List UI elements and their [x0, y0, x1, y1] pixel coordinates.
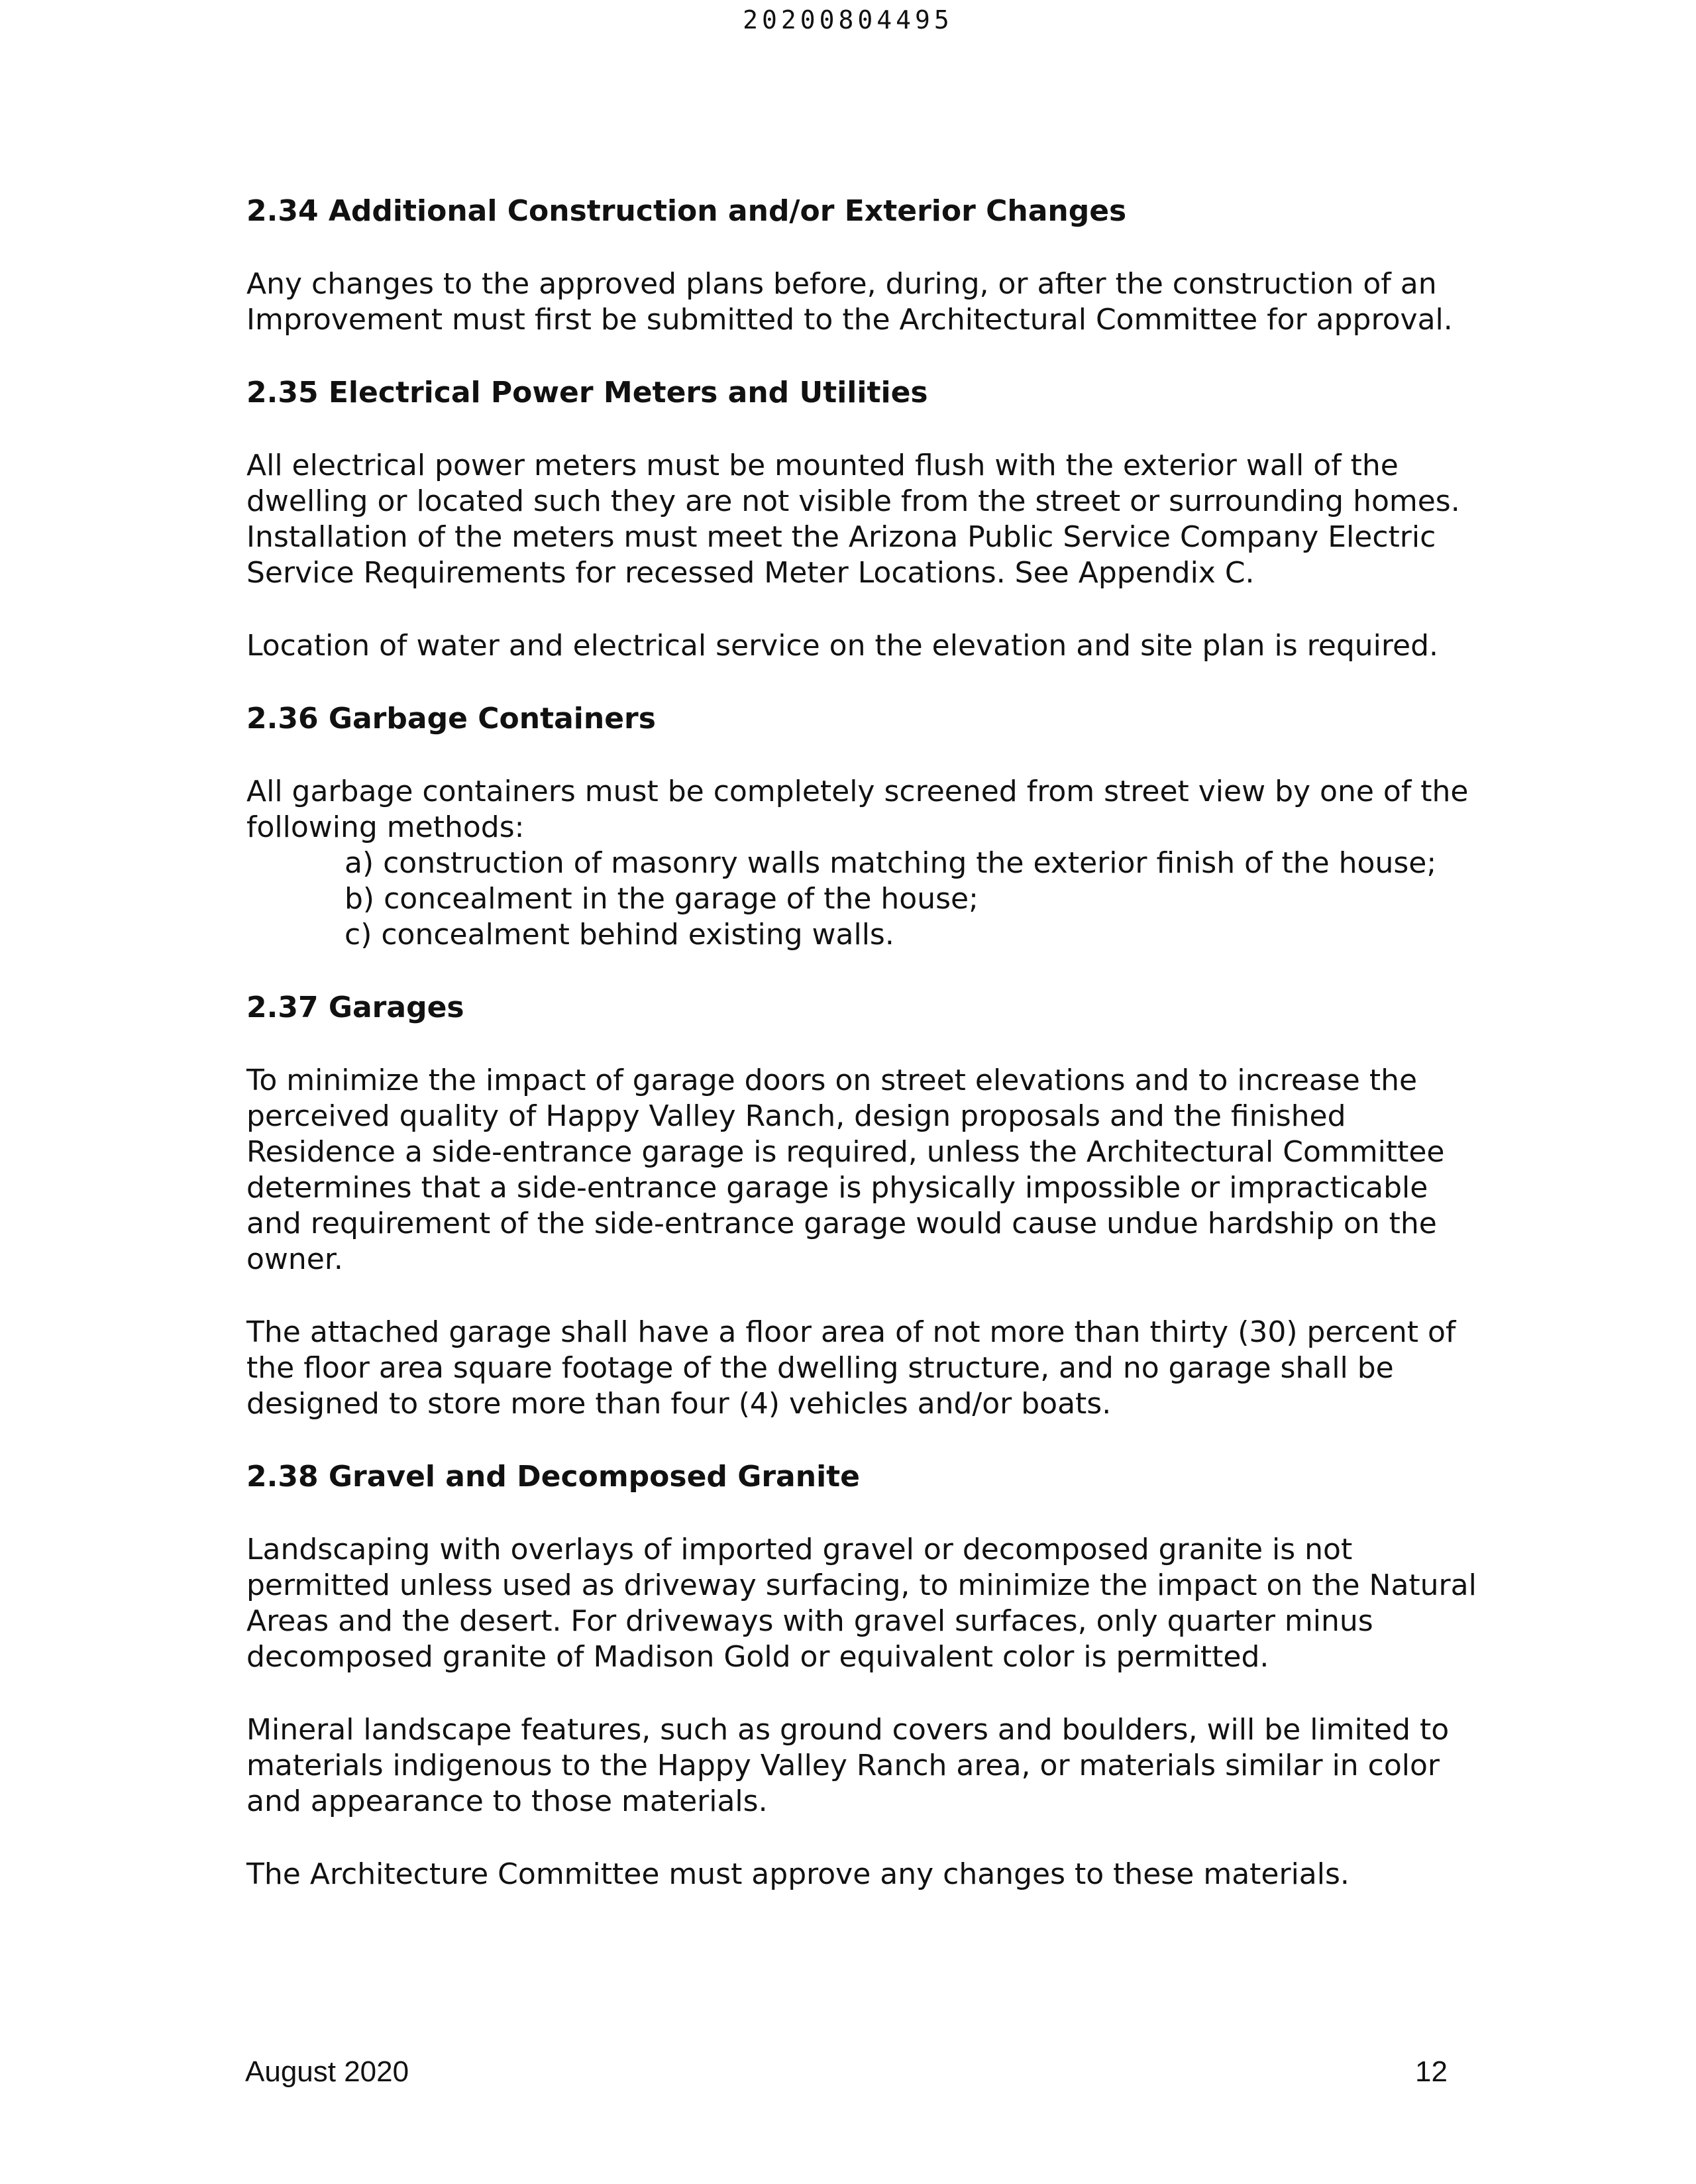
list-item: b) concealment in the garage of the house; — [344, 882, 979, 916]
section-2-35 — [246, 375, 1492, 664]
paragraph: All electrical power meters must be mounted flush with the exterior wall of the dwelling or located such they are not visible from the street or surrounding homes. Installation of the meters must meet the Arizona Public Service Company Electric Service Requirements for recessed Meter Locations. See Appendix C. — [246, 449, 1460, 590]
document-number: 20200804495 — [743, 5, 953, 34]
document-body — [246, 193, 1492, 1930]
list-item: a) construction of masonry walls matching the exterior finish of the house; — [344, 846, 1437, 880]
section-title: 2.35 Electrical Power Meters and Utilities — [246, 376, 928, 410]
paragraph: The attached garage shall have a floor area of not more than thirty (30) percent of the floor area square footage of the dwelling structure, and no garage shall be designed to store more than four (4) vehicles and/or boats. — [246, 1315, 1456, 1421]
paragraph: Landscaping with overlays of imported gravel or decomposed granite is not permitted unless used as driveway surfacing, to minimize the impact on the Natural Areas and the desert. For driveways with gravel surfaces, only quarter minus decomposed granite of Madison Gold or equivalent color is permitted. — [246, 1533, 1477, 1674]
paragraph: The Architecture Committee must approve any changes to these materials. — [246, 1857, 1350, 1891]
page-number: 12 — [1415, 2055, 1448, 2088]
paragraph: Mineral landscape features, such as ground covers and boulders, will be limited to materials indigenous to the Happy Valley Ranch area, or materials similar in color and appearance to those materials. — [246, 1713, 1450, 1818]
section-title: 2.38 Gravel and Decomposed Granite — [246, 1460, 861, 1494]
footer-date: August 2020 — [245, 2055, 409, 2088]
list-item: c) concealment behind existing walls. — [344, 918, 894, 952]
section-2-34 — [246, 193, 1492, 338]
paragraph: Location of water and electrical service on the elevation and site plan is required. — [246, 629, 1438, 663]
paragraph: All garbage containers must be completely screened from street view by one of the following methods: — [246, 775, 1469, 844]
paragraph: To minimize the impact of garage doors on street elevations and to increase the perceived quality of Happy Valley Ranch, design proposals and the finished Residence a side-entrance garage is required, unless the Architectural Committee determines that a side-entrance garage is physically impossible or impracticable and requirement of the side-entrance garage would cause undue hardship on the owner. — [246, 1064, 1445, 1276]
section-title: 2.36 Garbage Containers — [246, 702, 656, 736]
section-title: 2.37 Garages — [246, 991, 464, 1024]
paragraph: Any changes to the approved plans before, during, or after the construction of an Improvement must first be submitted to the Architectural Committee for approval. — [246, 267, 1453, 337]
section-2-36 — [246, 701, 1492, 953]
section-title: 2.34 Additional Construction and/or Exterior Changes — [246, 194, 1127, 228]
section-2-37 — [246, 990, 1492, 1422]
section-2-38 — [246, 1459, 1492, 1892]
method-list — [246, 846, 1492, 953]
